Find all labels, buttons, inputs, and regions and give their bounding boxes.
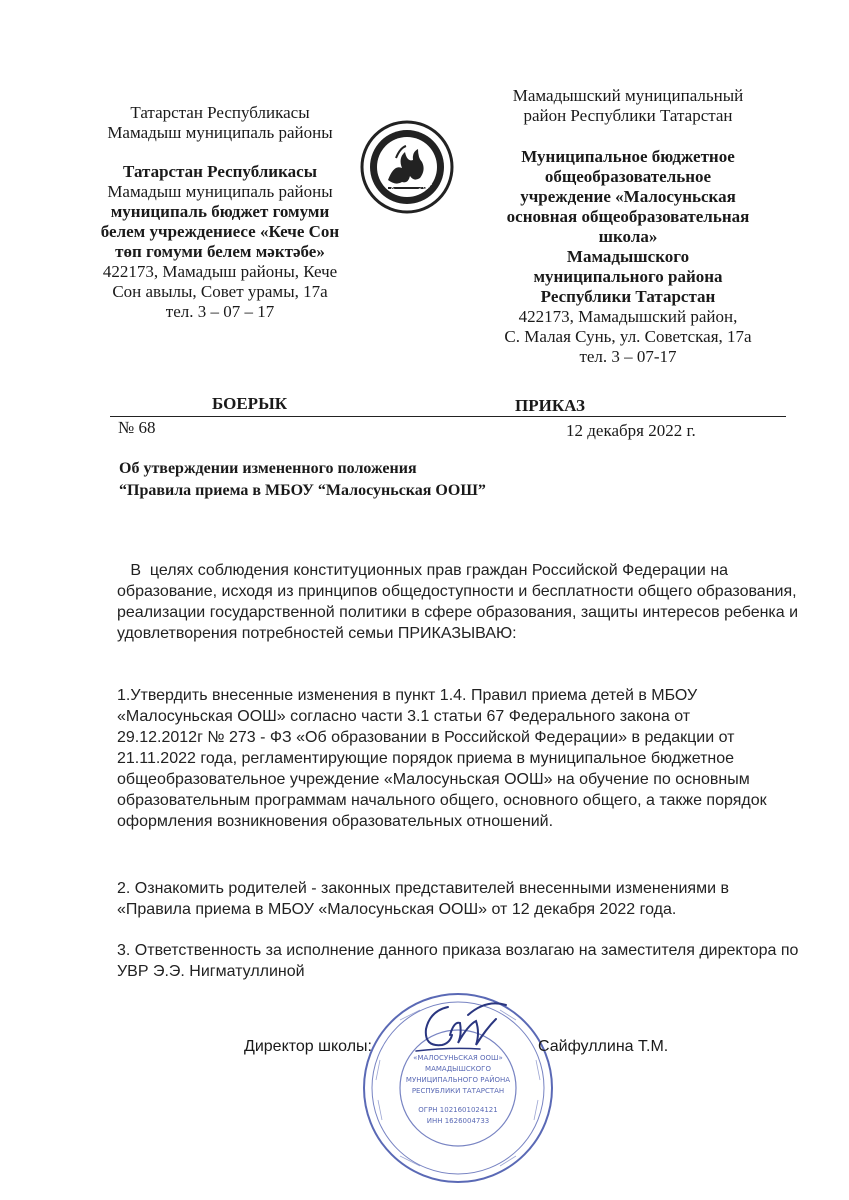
right-header-line: муниципального района [533,267,723,286]
left-header-line: Сон авылы, Совет урамы, 17а [112,282,328,301]
order-title [119,458,739,502]
order-item-1 [117,685,817,832]
intro-paragraph [117,560,817,644]
right-header-line: С. Малая Сунь, ул. Советская, 17а [504,327,752,346]
doc-type-tatar: БОЕРЫК [212,394,288,413]
left-header-line: Татарстан Республикасы [130,103,310,122]
order-date: 12 декабря 2022 г. [566,421,696,440]
paragraph-line: реализации государственной политики в сфере образования, защиты интересов ребенка и [117,604,799,621]
right-header-line: 422173, Мамадышский район, [518,307,738,326]
paragraph-line: образовательным программам начального общего, основного общего, а также порядок [117,792,767,809]
signature-role: Директор школы: [244,1038,372,1055]
left-header-line: муниципаль бюджет гомуми [110,202,330,221]
left-header-line: Мамадыш муниципаль районы [107,123,333,142]
left-header-line: Татарстан Республикасы [123,162,317,181]
right-header-line: Мамадышского [566,247,690,266]
right-header-line: Мамадышский муниципальный [512,86,744,105]
paragraph-line: удовлетворения потребностей семьи ПРИКАЗЫВАЮ: [117,625,517,642]
handwritten-signature [410,995,520,1065]
doc-type-russian: ПРИКАЗ [515,396,585,415]
right-header-line: учреждение «Малосуньская [520,187,736,206]
right-header-line: тел. 3 – 07-17 [579,347,677,366]
right-header-line: Муниципальное бюджетное [521,147,735,166]
paragraph-line: «Правила приема в МБОУ «Малосуньская ООШ» от 12 декабря 2022 года. [117,901,677,918]
right-header-line: основная общеобразовательная [506,207,750,226]
order-title-line: “Правила приема в МБОУ “Малосуньская ООШ” [119,482,486,499]
right-header-line: школа» [598,227,658,246]
paragraph-line: 1.Утвердить внесенные изменения в пункт 1.4. Правил приема детей в МБОУ [117,687,698,704]
right-header-line: общеобразовательное [544,167,712,186]
stamp-line: ОГРН 1021601024121 [418,1106,498,1114]
paragraph-line: 21.11.2022 года, регламентирующие порядок приема в муниципальное бюджетное [117,750,735,767]
order-item-3 [117,940,817,982]
paragraph-line: 29.12.2012г № 273 - ФЗ «Об образовании в Российской Федерации» в редакции от [117,729,735,746]
paragraph-line: УВР Э.Э. Нигматуллиной [117,963,305,980]
order-title-line: Об утверждении измененного положения [119,460,417,477]
left-header-line: төп гомуми белем мәктәбе» [115,242,325,261]
paragraph-line: образование, исходя из принципов общедоступности и бесплатности общего образования, [117,583,797,600]
right-header-line: район Республики Татарстан [523,106,733,125]
right-header [478,86,778,367]
paragraph-line: оформления возникновения образовательных отношений. [117,813,554,830]
tatarstan-emblem-icon [358,118,456,216]
paragraph-line: В целях соблюдения конституционных прав граждан Российской Федерации на [117,562,729,579]
paragraph-line: общеобразовательное учреждение «Малосуньская ООШ» на обучение по основным [117,771,750,788]
left-header-line: Мамадыш муниципаль районы [107,182,333,201]
left-header-line: 422173, Мамадыш районы, Кече [102,262,338,281]
header-divider [110,416,786,417]
stamp-line: МАМАДЫШСКОГО [425,1065,491,1073]
signature-name: Сайфуллина Т.М. [538,1038,669,1055]
paragraph-line: «Малосуньская ООШ» согласно части 3.1 статьи 67 Федерального закона от [117,708,691,725]
order-number: № 68 [118,418,156,437]
left-header-line: тел. 3 – 07 – 17 [165,302,275,321]
right-header-line: Республики Татарстан [540,287,716,306]
stamp-line: ИНН 1626004733 [426,1117,490,1125]
stamp-line: РЕСПУБЛИКИ ТАТАРСТАН [411,1087,505,1095]
paragraph-line: 3. Ответственность за исполнение данного приказа возлагаю на заместителя директора по [117,942,799,959]
left-header [72,103,368,322]
stamp-line: «МАЛОСУНЬСКАЯ ООШ» [413,1054,503,1062]
emblem-caption: ТАТАРСТАН [386,179,435,199]
left-header-line: белем учреждениесе «Кече Сон [100,222,340,241]
stamp-line: МУНИЦИПАЛЬНОГО РАЙОНА [405,1076,511,1084]
order-item-2 [117,878,817,920]
paragraph-line: 2. Ознакомить родителей - законных представителей внесенными изменениями в [117,880,729,897]
